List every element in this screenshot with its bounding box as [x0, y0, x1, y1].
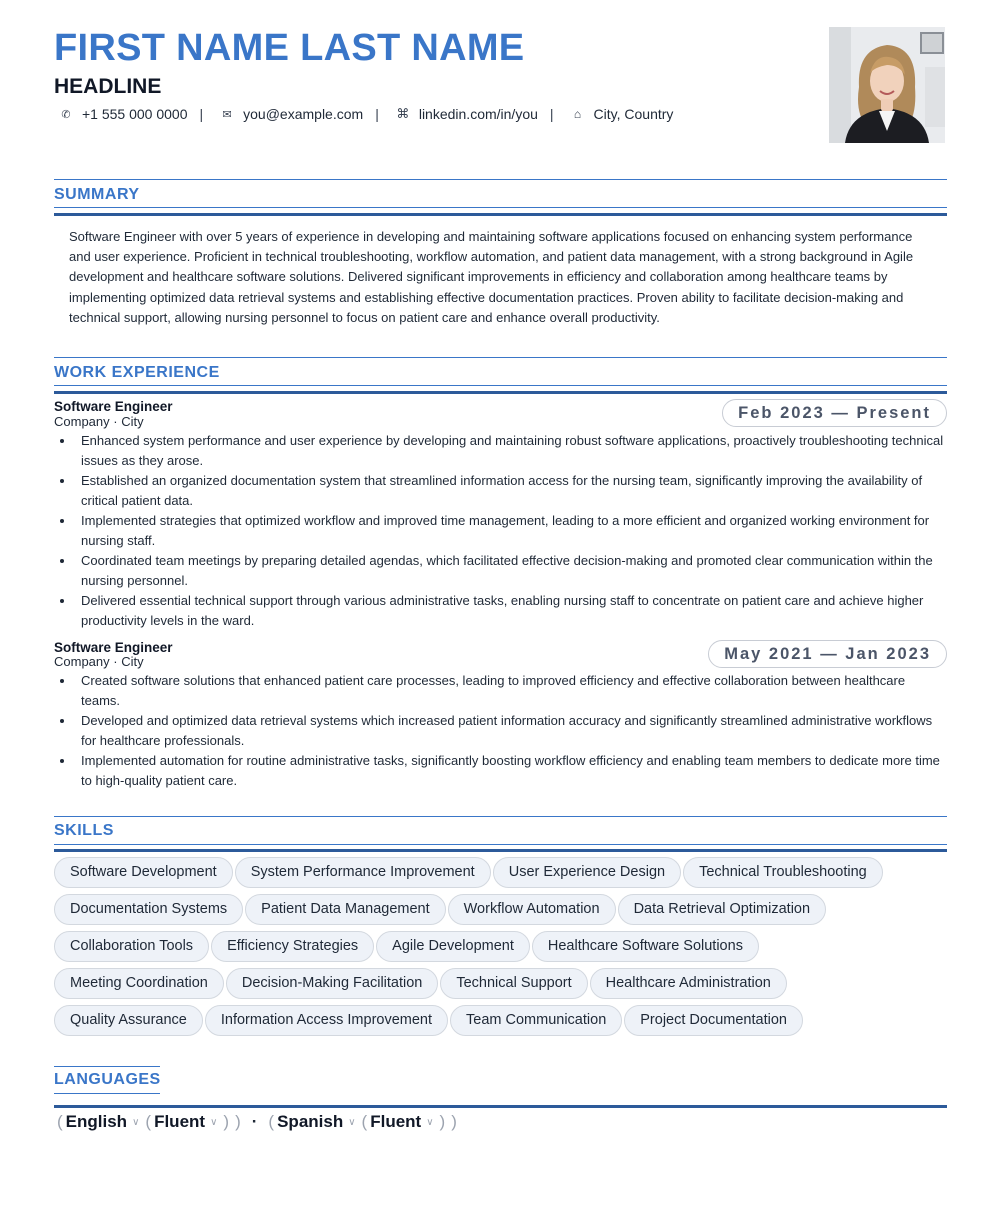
- section-divider: [54, 391, 947, 394]
- section-divider: [54, 179, 947, 180]
- contact-phone[interactable]: +1 555 000 0000: [82, 106, 188, 122]
- skill-row: [54, 968, 947, 1001]
- envelope-icon: ✉: [222, 108, 232, 121]
- skills-section-header: [54, 816, 947, 856]
- language-level-select[interactable]: Fluent: [370, 1112, 422, 1131]
- skill-chip: Information Access Improvement: [205, 1005, 448, 1036]
- headline: HEADLINE: [54, 75, 162, 98]
- experience-section-header: [54, 357, 947, 397]
- phone-icon: ✆: [61, 108, 71, 121]
- section-divider: [54, 849, 947, 852]
- paren-close: ): [451, 1112, 457, 1131]
- skill-row: [54, 857, 947, 890]
- skill-chip: Team Communication: [450, 1005, 622, 1036]
- paren-open: (: [145, 1112, 152, 1131]
- contact-location: City, Country: [593, 106, 674, 122]
- section-divider: [54, 385, 947, 386]
- chevron-down-icon[interactable]: ∨: [210, 1116, 218, 1128]
- language-level-select[interactable]: Fluent: [154, 1112, 206, 1131]
- contact-bar: [54, 104, 673, 124]
- paren-close: ): [235, 1112, 241, 1131]
- skill-row: [54, 894, 947, 927]
- section-divider: [54, 844, 947, 845]
- skill-chip: Workflow Automation: [448, 894, 616, 925]
- job-bullet-list: [54, 431, 947, 631]
- summary-title: SUMMARY: [54, 186, 140, 203]
- paren-open: (: [57, 1112, 63, 1131]
- skill-chip: System Performance Improvement: [235, 857, 491, 888]
- section-divider: [54, 1066, 160, 1067]
- summary-text: Software Engineer with over 5 years of experience in developing and maintaining software applications focused on enhancing system performance and user experience. Proficient in technical troubleshooting, workflow automation, and patient data management, with a strong background in Agile development and healthcare software solutions. Delivered significant improvements in efficiency and collaboration among healthcare teams by implementing optimized data retrieval systems and establishing effective documentation practices. Proven ability to facilitate decision-making and technical support, allowing nursing personnel to focus on patient care and enhance overall productivity.: [69, 229, 914, 325]
- job-bullet: Created software solutions that enhanced patient care processes, leading to improved efficiency and effective collaboration between healthcare teams.: [54, 671, 947, 710]
- job-bullet: Implemented automation for routine administrative tasks, significantly boosting workflow efficiency and enabling team members to dedicate more time to high-quality patient care.: [54, 751, 947, 790]
- summary-section-header: [54, 179, 947, 219]
- section-divider: [54, 1105, 947, 1108]
- job-bullet: Coordinated team meetings by preparing detailed agendas, which facilitated effective decision-making and promoted clear communication within the nursing personnel.: [54, 551, 947, 590]
- job-title: Software Engineer: [54, 399, 173, 414]
- job-company: Company · City: [54, 654, 144, 669]
- chevron-down-icon[interactable]: ∨: [426, 1116, 434, 1128]
- skill-chip: Patient Data Management: [245, 894, 445, 925]
- language-select[interactable]: Spanish: [277, 1112, 344, 1131]
- language-separator: ·: [251, 1112, 258, 1131]
- section-divider: [54, 207, 947, 208]
- languages-title: LANGUAGES: [54, 1071, 161, 1088]
- skill-chip: Technical Support: [440, 968, 587, 999]
- section-divider: [54, 213, 947, 216]
- skill-chip: Efficiency Strategies: [211, 931, 374, 962]
- job-bullet: Delivered essential technical support through various administrative tasks, enabling nursing staff to concentrate on patient care and achieve higher productivity levels in the ward.: [54, 591, 947, 630]
- job-bullet: Enhanced system performance and user experience by developing and maintaining robust software applications, proactively troubleshooting technical issues as they arose.: [54, 431, 947, 470]
- job-company: Company · City: [54, 414, 144, 429]
- job-bullet: Developed and optimized data retrieval systems which increased patient information accuracy and significantly streamlined administrative workflows for healthcare professionals.: [54, 711, 947, 750]
- paren-close: ): [223, 1112, 230, 1131]
- skill-chip: Documentation Systems: [54, 894, 243, 925]
- language-select[interactable]: English: [65, 1112, 128, 1131]
- paren-close: ): [439, 1112, 446, 1131]
- link-icon: ⌘: [396, 106, 410, 121]
- chevron-down-icon[interactable]: ∨: [132, 1116, 140, 1128]
- paren-open: (: [361, 1112, 368, 1131]
- skill-chip: Collaboration Tools: [54, 931, 209, 962]
- section-divider: [54, 1093, 160, 1094]
- skill-chip: Healthcare Software Solutions: [532, 931, 759, 962]
- contact-email[interactable]: you@example.com: [243, 106, 364, 122]
- contact-linkedin[interactable]: linkedin.com/in/you: [418, 106, 538, 122]
- job-bullet: Established an organized documentation system that streamlined information access for the nursing team, significantly improving the availability of critical patient data.: [54, 471, 947, 510]
- skill-chip: User Experience Design: [493, 857, 681, 888]
- skills-list: [54, 857, 947, 1042]
- skill-row: [54, 1005, 947, 1038]
- skills-title: SKILLS: [54, 822, 114, 839]
- languages-list: [54, 1111, 460, 1133]
- skill-chip: Agile Development: [376, 931, 530, 962]
- contact-separator: |: [375, 106, 379, 122]
- skill-chip: Technical Troubleshooting: [683, 857, 883, 888]
- skill-row: [54, 931, 947, 964]
- job-bullet-list: [54, 671, 947, 791]
- chevron-down-icon[interactable]: ∨: [348, 1116, 356, 1128]
- profile-photo-illustration: [829, 27, 945, 143]
- contact-separator: |: [199, 106, 204, 122]
- job-date-range: May 2021 — Jan 2023: [708, 640, 947, 668]
- contact-separator: |: [549, 106, 554, 122]
- job-bullet: Implemented strategies that optimized workflow and improved time management, leading to a more efficient and organized working environment for nursing staff.: [54, 511, 947, 550]
- resume-page: [54, 0, 947, 1207]
- skill-chip: Quality Assurance: [54, 1005, 203, 1036]
- skill-chip: Meeting Coordination: [54, 968, 224, 999]
- paren-open: (: [268, 1112, 275, 1131]
- skill-chip: Software Development: [54, 857, 233, 888]
- home-icon: ⌂: [573, 107, 582, 121]
- skill-chip: Project Documentation: [624, 1005, 803, 1036]
- skill-chip: Decision-Making Facilitation: [226, 968, 439, 999]
- section-divider: [54, 816, 947, 817]
- skill-chip: Healthcare Administration: [590, 968, 787, 999]
- job-date-range: Feb 2023 — Present: [722, 399, 947, 427]
- skill-chip: Data Retrieval Optimization: [618, 894, 827, 925]
- full-name: FIRST NAME LAST NAME: [54, 27, 525, 69]
- profile-photo: [829, 27, 945, 143]
- section-divider: [54, 357, 947, 358]
- experience-title: WORK EXPERIENCE: [54, 364, 220, 381]
- job-title: Software Engineer: [54, 640, 173, 655]
